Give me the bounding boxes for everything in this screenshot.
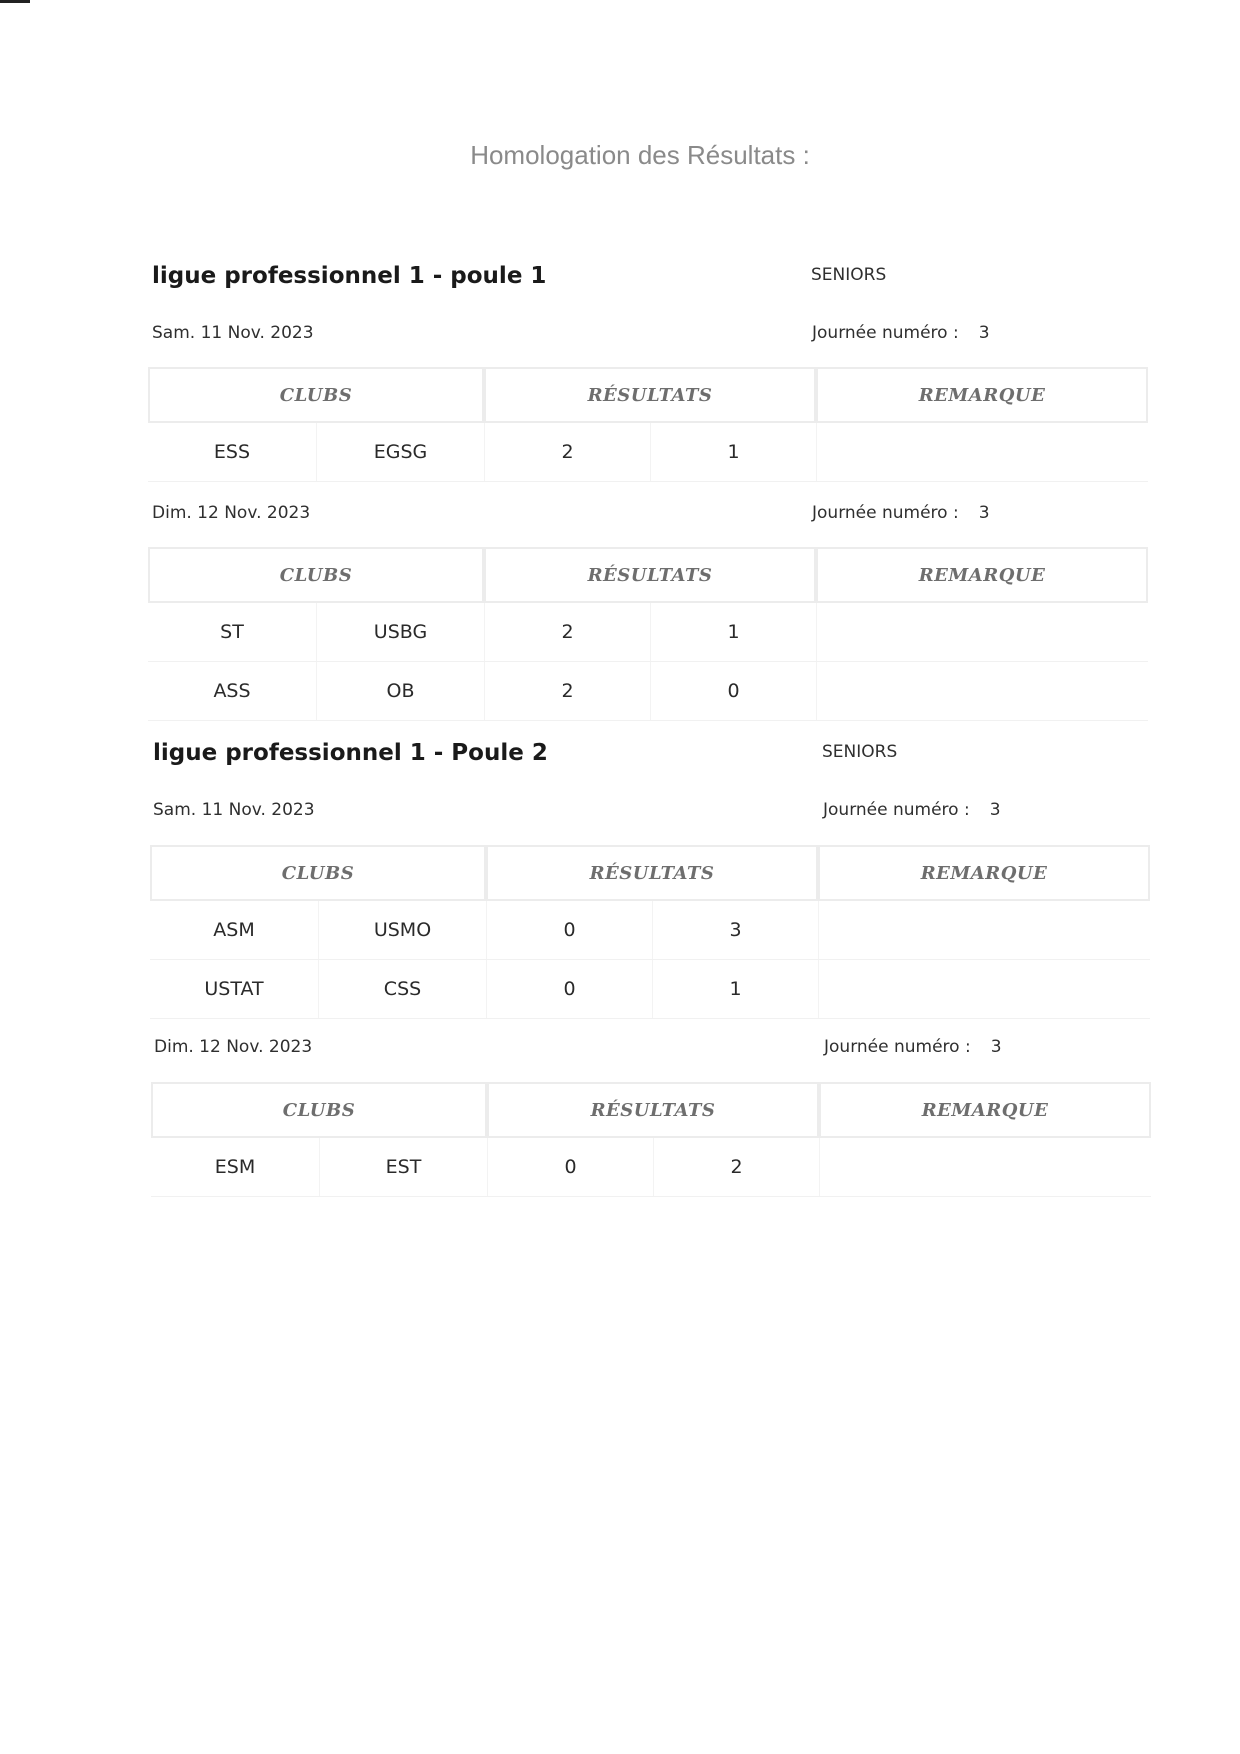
match-row [151, 1138, 1151, 1197]
remark [819, 1138, 1151, 1196]
results-table [148, 547, 1148, 721]
home-score: 0 [486, 960, 652, 1018]
match-row [150, 960, 1150, 1019]
home-score: 2 [484, 603, 650, 661]
away-club: EST [319, 1138, 487, 1196]
results-table [150, 845, 1150, 1019]
header-clubs: CLUBS [151, 1082, 487, 1138]
header-resultats: RÉSULTATS [486, 845, 818, 901]
results-table [148, 367, 1148, 482]
away-club: USBG [316, 603, 484, 661]
header-resultats: RÉSULTATS [487, 1082, 819, 1138]
match-row [150, 901, 1150, 960]
home-score: 2 [484, 423, 650, 481]
header-resultats: RÉSULTATS [484, 367, 816, 423]
table-header [150, 845, 1150, 901]
away-club: USMO [318, 901, 486, 959]
away-club: OB [316, 662, 484, 720]
away-score: 1 [650, 423, 816, 481]
journee-label: Journée numéro : [812, 503, 959, 523]
header-clubs: CLUBS [148, 367, 484, 423]
journee-info [812, 503, 990, 523]
league-title: ligue professionnel 1 - Poule 2 [153, 740, 548, 766]
journee-info [812, 323, 990, 343]
match-row [148, 603, 1148, 662]
header-remarque: REMARQUE [816, 367, 1148, 423]
away-score: 2 [653, 1138, 819, 1196]
table-header [148, 367, 1148, 423]
journee-number: 3 [990, 1037, 1002, 1057]
home-club: ESS [213, 441, 251, 463]
journee-number: 3 [978, 503, 990, 523]
away-score: 3 [652, 901, 818, 959]
home-score: 0 [486, 901, 652, 959]
away-score: 1 [650, 603, 816, 661]
scan-edge-mark [0, 0, 30, 3]
remark [816, 603, 1148, 661]
remark [818, 960, 1150, 1018]
home-club: USTAT [204, 978, 264, 1000]
away-score: 0 [650, 662, 816, 720]
journee-label: Journée numéro : [824, 1037, 971, 1057]
results-table [151, 1082, 1151, 1197]
journee-info [824, 1037, 1002, 1057]
match-date: Dim. 12 Nov. 2023 [154, 1037, 313, 1057]
match-date: Sam. 11 Nov. 2023 [153, 800, 315, 820]
match-row [148, 662, 1148, 721]
away-club: EGSG [316, 423, 484, 481]
header-remarque: REMARQUE [818, 845, 1150, 901]
home-club: ESM [214, 1156, 256, 1178]
header-resultats: RÉSULTATS [484, 547, 816, 603]
page-title: Homologation des Résultats : [470, 140, 810, 170]
header-clubs: CLUBS [148, 547, 484, 603]
header-clubs: CLUBS [150, 845, 486, 901]
journee-label: Journée numéro : [823, 800, 970, 820]
journee-number: 3 [989, 800, 1001, 820]
remark [816, 662, 1148, 720]
category-label: SENIORS [822, 742, 898, 762]
header-remarque: REMARQUE [819, 1082, 1151, 1138]
match-date: Dim. 12 Nov. 2023 [152, 503, 311, 523]
home-club: ST [220, 621, 244, 643]
home-club: ASS [213, 680, 251, 702]
away-score: 1 [652, 960, 818, 1018]
away-club: CSS [318, 960, 486, 1018]
remark [818, 901, 1150, 959]
home-score: 2 [484, 662, 650, 720]
home-club: ASM [213, 919, 255, 941]
table-header [148, 547, 1148, 603]
journee-number: 3 [978, 323, 990, 343]
category-label: SENIORS [811, 265, 887, 285]
journee-label: Journée numéro : [812, 323, 959, 343]
header-remarque: REMARQUE [816, 547, 1148, 603]
table-header [151, 1082, 1151, 1138]
remark [816, 423, 1148, 481]
match-row [148, 423, 1148, 482]
league-title: ligue professionnel 1 - poule 1 [152, 263, 547, 289]
home-score: 0 [487, 1138, 653, 1196]
match-date: Sam. 11 Nov. 2023 [152, 323, 314, 343]
journee-info [823, 800, 1001, 820]
